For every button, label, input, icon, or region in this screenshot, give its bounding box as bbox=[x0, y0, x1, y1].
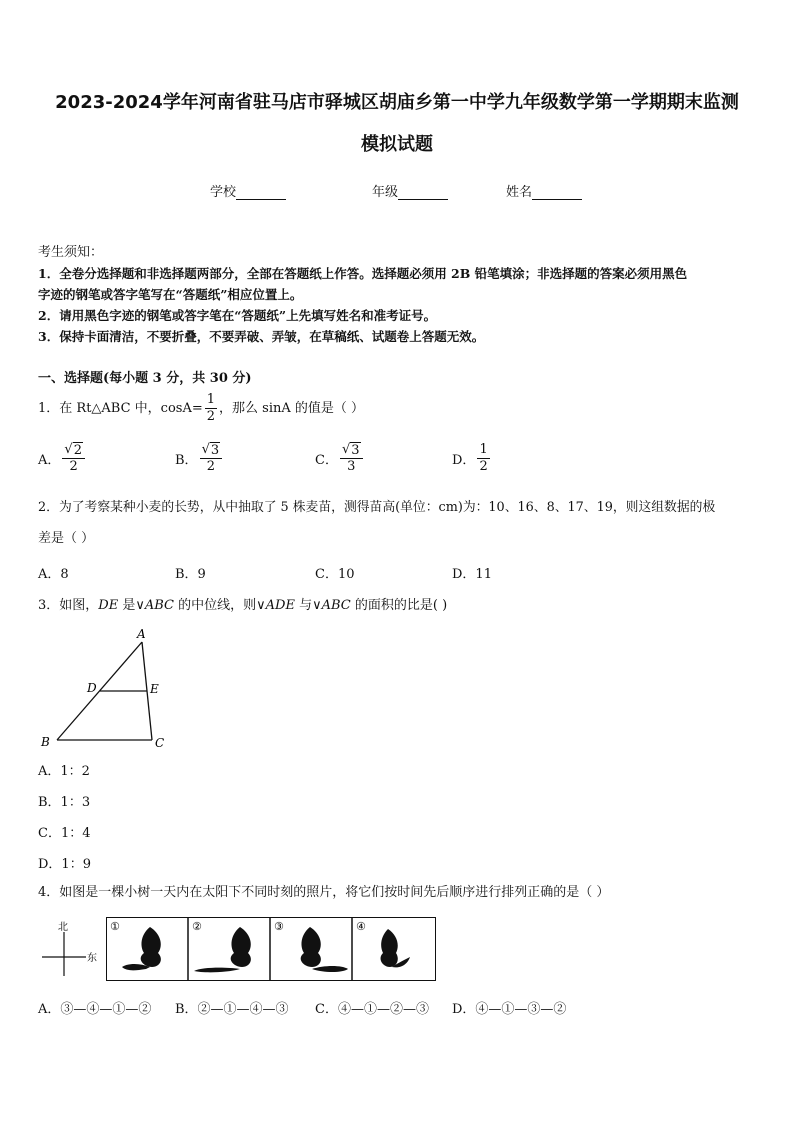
q4-option-a[interactable]: A．③—④—①—② bbox=[38, 1002, 152, 1017]
shadow-3-icon bbox=[312, 966, 348, 972]
label-d: D bbox=[87, 681, 97, 695]
grade-label: 年级 bbox=[372, 185, 399, 200]
question-2-line1: 2．为了考察某种小麦的长势，从中抽取了 5 株麦苗，测得苗高(单位：cm)为：10、16、8、17、19，则这组数据的极 bbox=[38, 500, 716, 515]
q3-p1: 3．如图， bbox=[38, 598, 99, 613]
photo-4-label: ④ bbox=[356, 920, 366, 933]
q1-b-den: 2 bbox=[206, 459, 215, 474]
q1-a-label: A． bbox=[38, 453, 61, 468]
photo-3-label: ③ bbox=[274, 920, 284, 933]
shadow-2-icon bbox=[194, 968, 240, 973]
section1-heading: 一、选择题(每小题 3 分，共 30 分) bbox=[38, 371, 252, 386]
tree-3-icon bbox=[301, 927, 321, 967]
grade-field[interactable] bbox=[372, 181, 448, 200]
q1-c-label: C． bbox=[315, 453, 338, 468]
q1-frac-den: 2 bbox=[206, 409, 216, 424]
q1-option-b[interactable] bbox=[175, 442, 224, 475]
label-a: A bbox=[137, 627, 146, 641]
q1-suffix: ，那么 sinA 的值是（ ） bbox=[219, 400, 365, 416]
q1-d-den: 2 bbox=[479, 459, 488, 474]
question-3-stem bbox=[38, 596, 447, 616]
paper-title-line2: 模拟试题 bbox=[361, 134, 433, 155]
name-blank[interactable] bbox=[532, 186, 582, 200]
notice-heading: 考生须知： bbox=[38, 245, 104, 260]
q1-c-den: 3 bbox=[347, 459, 356, 474]
q1-b-rad: 3 bbox=[210, 443, 220, 458]
grade-blank[interactable] bbox=[398, 186, 448, 200]
q1-d-num: 1 bbox=[479, 442, 488, 457]
photo-1-label: ① bbox=[110, 920, 120, 933]
q3-p2: 是 bbox=[118, 598, 136, 613]
q3-p4: 与 bbox=[294, 598, 313, 613]
q1-option-d[interactable] bbox=[452, 442, 492, 475]
q3-triangle-figure bbox=[36, 626, 176, 752]
compass-north: 北 bbox=[58, 922, 68, 933]
q4-option-c[interactable]: C．④—①—②—③ bbox=[315, 1002, 429, 1017]
q1-d-label: D． bbox=[452, 453, 476, 468]
school-label: 学校 bbox=[210, 185, 237, 200]
q1-frac-num: 1 bbox=[206, 392, 216, 407]
name-field[interactable] bbox=[506, 181, 582, 200]
q2-option-a[interactable]: A．8 bbox=[38, 567, 69, 582]
q1-b-label: B． bbox=[175, 453, 198, 468]
tree-2-icon bbox=[231, 927, 251, 967]
label-e: E bbox=[150, 682, 159, 696]
tree-1-icon bbox=[141, 927, 161, 967]
q2-option-d[interactable]: D．11 bbox=[452, 567, 492, 582]
question-2-line2: 差是（ ） bbox=[38, 531, 95, 546]
q3-p5: 的面积的比是( ) bbox=[350, 598, 448, 613]
photo-2-label: ② bbox=[192, 920, 202, 933]
question-1-stem bbox=[38, 392, 364, 425]
name-label: 姓名 bbox=[506, 185, 533, 200]
q3-option-b[interactable]: B．1：3 bbox=[38, 795, 91, 810]
notice-item3: 3．保持卡面清洁，不要折叠，不要弄破、弄皱，在草稿纸、试题卷上答题无效。 bbox=[38, 329, 485, 344]
q3-option-a[interactable]: A．1：2 bbox=[38, 764, 90, 779]
photo-2 bbox=[192, 920, 251, 972]
q3-option-d[interactable]: D．1：9 bbox=[38, 857, 91, 872]
q1-fraction bbox=[205, 392, 217, 425]
school-blank[interactable] bbox=[236, 186, 286, 200]
question-4-stem: 4．如图是一棵小树一天内在太阳下不同时刻的照片，将它们按时间先后顺序进行排列正确的是（ ） bbox=[38, 885, 610, 900]
q2-option-c[interactable]: C．10 bbox=[315, 567, 355, 582]
q4-option-d[interactable]: D．④—①—③—② bbox=[452, 1002, 567, 1017]
q4-option-b[interactable]: B．②—①—④—③ bbox=[175, 1002, 289, 1017]
notice-item1-line2: 字迹的钢笔或答字笔写在“答题纸”相应位置上。 bbox=[38, 287, 303, 302]
paper-title-line1: 2023-2024学年河南省驻马店市驿城区胡庙乡第一中学九年级数学第一学期期末监测 bbox=[55, 92, 739, 113]
tree-photos bbox=[106, 917, 436, 983]
label-c: C bbox=[155, 736, 165, 750]
photo-4 bbox=[356, 920, 410, 967]
q1-b-frac: √ 3 2 bbox=[200, 442, 223, 475]
compass-east: 东 bbox=[87, 953, 97, 964]
q3-p3: 的中位线，则 bbox=[174, 598, 257, 613]
q3-option-c[interactable]: C．1：4 bbox=[38, 826, 91, 841]
q3-ade: ∨ADE bbox=[256, 598, 295, 613]
q1-option-c[interactable] bbox=[315, 442, 365, 475]
q1-a-den: 2 bbox=[69, 459, 78, 474]
q1-d-frac bbox=[477, 442, 489, 475]
q1-a-frac: √ 2 2 bbox=[62, 442, 85, 475]
q1-c-rad: 3 bbox=[351, 443, 360, 458]
notice-item1-line1: 1．全卷分选择题和非选择题两部分，全部在答题纸上作答。选择题必须用 2B 铅笔填涂；非选择题的答案必须用黑色 bbox=[38, 266, 688, 281]
q2-option-b[interactable]: B．9 bbox=[175, 567, 206, 582]
q1-prefix: 1．在 Rt△ABC 中，cosA= bbox=[38, 400, 203, 416]
q1-c-frac: √ 3 3 bbox=[340, 442, 363, 475]
q3-abc2: ∨ABC bbox=[312, 598, 351, 613]
q3-abc: ∨ABC bbox=[135, 598, 174, 613]
photo-3 bbox=[274, 920, 348, 972]
photo-1 bbox=[110, 920, 161, 970]
school-field[interactable] bbox=[210, 181, 286, 200]
q1-a-rad: 2 bbox=[73, 443, 82, 458]
label-b: B bbox=[41, 735, 50, 749]
tree-4-icon bbox=[381, 929, 398, 967]
q3-de: DE bbox=[98, 598, 119, 613]
compass-figure bbox=[40, 918, 104, 980]
q1-option-a[interactable] bbox=[38, 442, 87, 475]
notice-item2: 2．请用黑色字迹的钢笔或答字笔在“答题纸”上先填写姓名和准考证号。 bbox=[38, 308, 437, 323]
